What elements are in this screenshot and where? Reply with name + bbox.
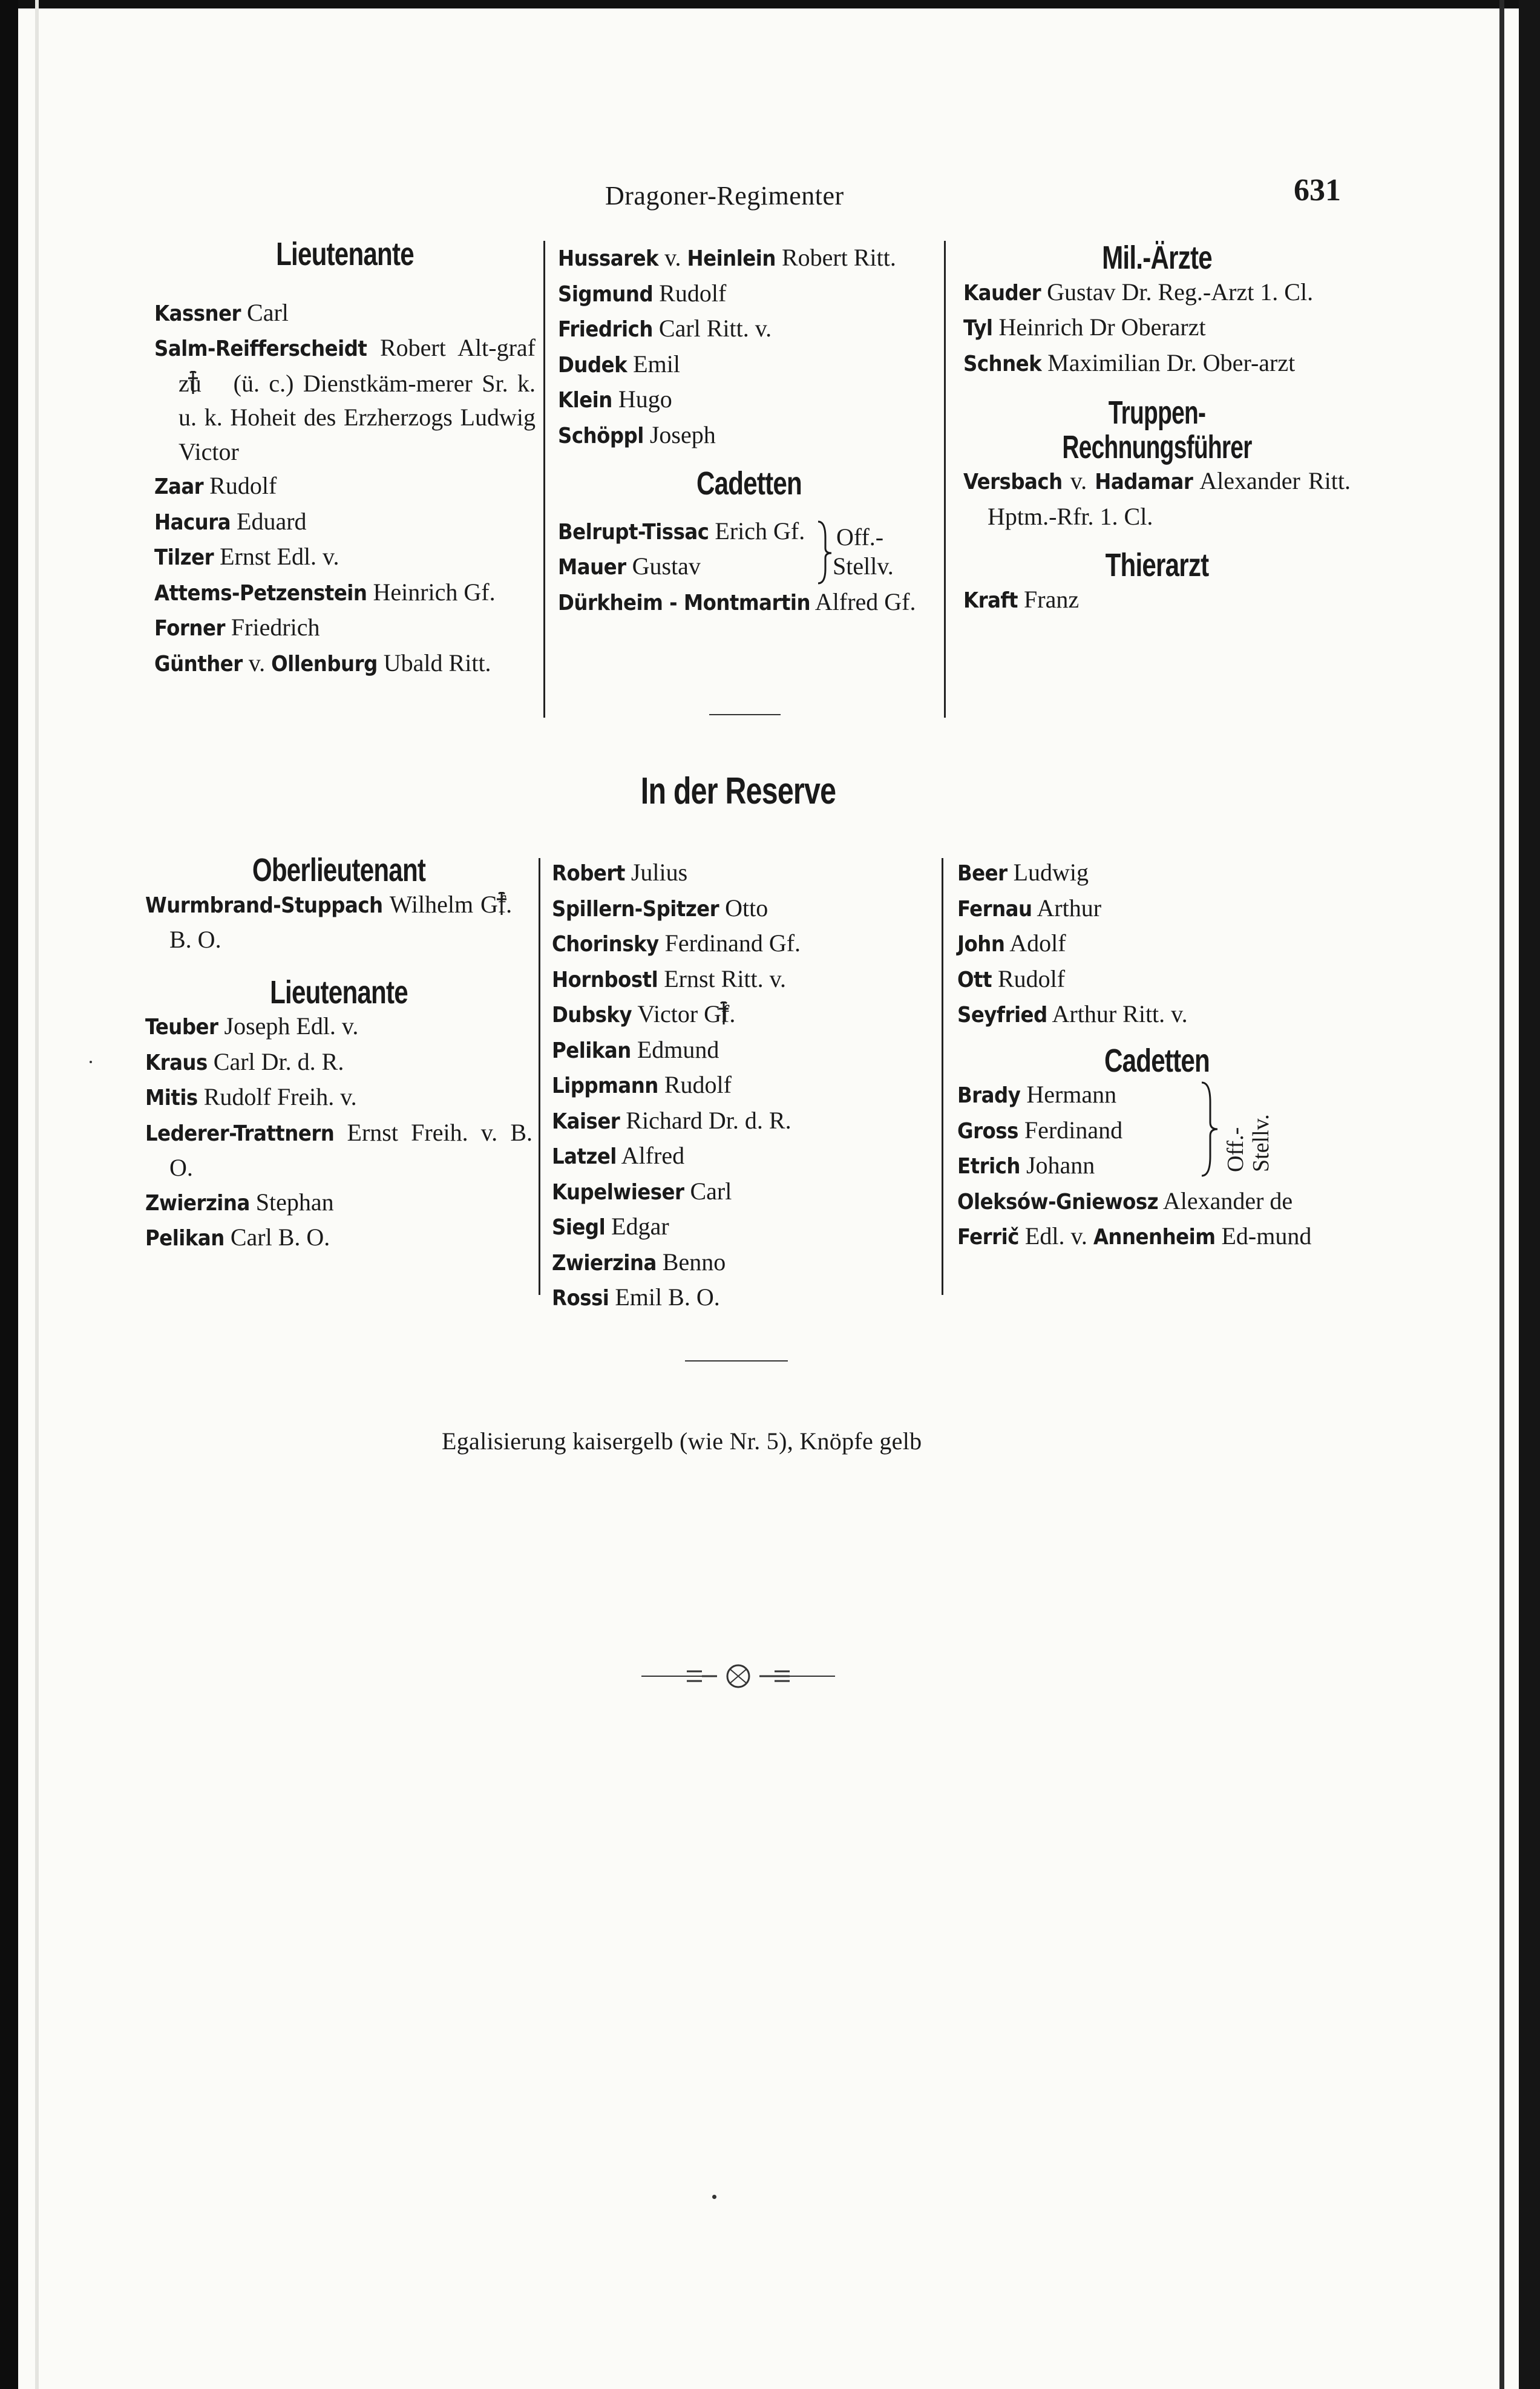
list-item: Kupelwieser Carl (552, 1177, 732, 1205)
list-item: Günther v. Ollenburg Ubald Ritt. (154, 649, 491, 677)
list-item: Chorinsky Ferdinand Gf. (552, 929, 801, 957)
list-item: Teuber Joseph Edl. v. (145, 1012, 359, 1040)
brace-icon (816, 519, 834, 586)
column-rule (942, 858, 943, 1295)
list-item: Kauder Gustav Dr. Reg.-Arzt 1. Cl. (963, 278, 1314, 306)
heading-lieutenante-reserve: Lieutenante (270, 974, 408, 1011)
running-head: Dragoner-Regimenter (605, 181, 844, 211)
brace-label-off: Off.- (836, 523, 884, 551)
list-item: Tyl Heinrich Dr Oberarzt (963, 313, 1206, 341)
list-item: Pelikan Carl B. O. (145, 1224, 330, 1251)
list-item: Beer Ludwig (957, 859, 1089, 886)
list-item: Mitis Rudolf Freih. v. (145, 1083, 357, 1110)
heading-cadetten: Cadetten (696, 465, 802, 502)
heading-mil-aerzte: Mil.-Ärzte (1102, 240, 1212, 276)
list-item: Dubsky Victor Gf. (552, 997, 939, 1033)
list-item: Kraft Franz (963, 585, 1080, 613)
column-rule (539, 858, 540, 1295)
speck (90, 1061, 92, 1063)
list-item: Hacura Eduard (154, 507, 307, 535)
list-item: Lederer-Trattnern Ernst Freih. v. B. O. (145, 1118, 532, 1181)
top-column-3 (963, 241, 1351, 618)
list-item: Etrich Johann (957, 1152, 1095, 1179)
heading-oberlieutenant: Oberlieutenant (252, 852, 426, 888)
reserve-title: In der Reserve (640, 770, 836, 812)
list-item: Forner Friedrich (154, 614, 320, 641)
list-item: Mauer Gustav (558, 552, 701, 580)
list-item: Dürkheim - Montmartin Alfred Gf. (558, 588, 916, 615)
heading-truppen-rechnungsfuehrer: Truppen-Rechnungsführer (1062, 395, 1252, 465)
scan-edge-right (1519, 0, 1540, 2389)
brace-label-off: Off.- (1223, 1127, 1248, 1172)
brace-label-stellv: Stellv. (833, 552, 894, 580)
scan-edge-left (0, 0, 18, 2389)
list-item: Wurmbrand-Stuppach Wilhelm Gf. B. O. (145, 888, 532, 957)
brace-icon (1199, 1080, 1221, 1178)
cadet-group (957, 1078, 1357, 1184)
ornament-icon (641, 1658, 835, 1694)
list-item: Zwierzina Stephan (145, 1188, 334, 1216)
list-item: Friedrich Carl Ritt. v. (558, 315, 772, 342)
list-item: Dudek Emil (558, 350, 680, 378)
brace-label-stellv: Stellv. (1248, 1114, 1274, 1172)
bottom-column-2 (552, 856, 939, 1316)
column-rule (543, 241, 545, 718)
cross-icon (741, 1001, 755, 1025)
list-item: Attems-Petzenstein Heinrich Gf. (154, 578, 496, 606)
scan-gutter (35, 0, 39, 2389)
list-item: Pelikan Edmund (552, 1035, 719, 1063)
section-divider (685, 1360, 788, 1362)
top-column-2 (558, 241, 940, 620)
brace-label (1224, 1081, 1290, 1176)
heading-lieutenante: Lieutenante (276, 236, 414, 272)
list-item: Belrupt-Tissac Erich Gf. (558, 517, 805, 545)
list-item: Spillern-Spitzer Otto (552, 894, 768, 922)
list-item: Rossi Emil B. O. (552, 1283, 720, 1311)
top-column-1 (154, 237, 536, 681)
cadet-group (558, 514, 940, 621)
column-rule (944, 241, 946, 718)
heading-thierarzt: Thierarzt (1105, 547, 1209, 583)
short-rule (709, 714, 781, 715)
list-item: Schnek Maximilian Dr. Ober-arzt (963, 349, 1296, 376)
page-number: 631 (1294, 173, 1341, 208)
list-item: Kassner Carl (154, 298, 289, 326)
list-item: Seyfried Arthur Ritt. v. (957, 1000, 1188, 1027)
list-item: John Adolf (957, 929, 1066, 957)
bottom-column-1 (145, 853, 532, 1256)
cross-icon (211, 370, 224, 395)
list-item: Fernau Arthur (957, 894, 1102, 922)
scan-edge-right-inner (1499, 0, 1504, 2389)
list-item: Lippmann Rudolf (552, 1071, 732, 1098)
list-item: Hornbostl Ernst Ritt. v. (552, 965, 787, 992)
list-item: Schöppl Joseph (558, 421, 716, 448)
list-item: Siegl Edgar (552, 1213, 669, 1240)
list-item: Ott Rudolf (957, 965, 1066, 992)
list-item: Sigmund Rudolf (558, 279, 727, 307)
list-item: Gross Ferdinand (957, 1116, 1123, 1144)
list-item: Tilzer Ernst Edl. v. (154, 543, 339, 570)
list-item: Klein Hugo (558, 385, 672, 413)
list-item: Kraus Carl Dr. d. R. (145, 1047, 344, 1075)
speck (712, 2195, 716, 2199)
list-item: Ferrič Edl. v. Annenheim Ed-mund (957, 1222, 1312, 1250)
heading-cadetten-reserve: Cadetten (1104, 1042, 1210, 1079)
list-item: Versbach v. Hadamar Alexander Ritt. Hptm.-Rfr. 1. Cl. (963, 467, 1351, 530)
list-item: Oleksów-Gniewosz Alexander de (957, 1187, 1293, 1214)
list-item: Latzel Alfred (552, 1142, 685, 1169)
list-item: Zaar Rudolf (154, 472, 277, 499)
list-item: Hussarek v. Heinlein Robert Ritt. (558, 244, 896, 271)
footer-note: Egalisierung kaisergelb (wie Nr. 5), Knöpfe gelb (442, 1427, 922, 1455)
list-item: Brady Hermann (957, 1081, 1117, 1108)
scan-edge-top (0, 0, 1540, 8)
list-item: Kaiser Richard Dr. d. R. (552, 1106, 791, 1134)
list-item: Robert Julius (552, 859, 688, 886)
list-item: Zwierzina Benno (552, 1248, 726, 1276)
list-item: Salm-Reifferscheidt Robert Alt-graf zu (ü. c.) Dienstkäm-merer Sr. k. u. k. Hoheit des Erzherzogs Ludwig Victor (154, 334, 536, 465)
bottom-column-3 (957, 856, 1357, 1255)
cross-icon (519, 891, 532, 916)
